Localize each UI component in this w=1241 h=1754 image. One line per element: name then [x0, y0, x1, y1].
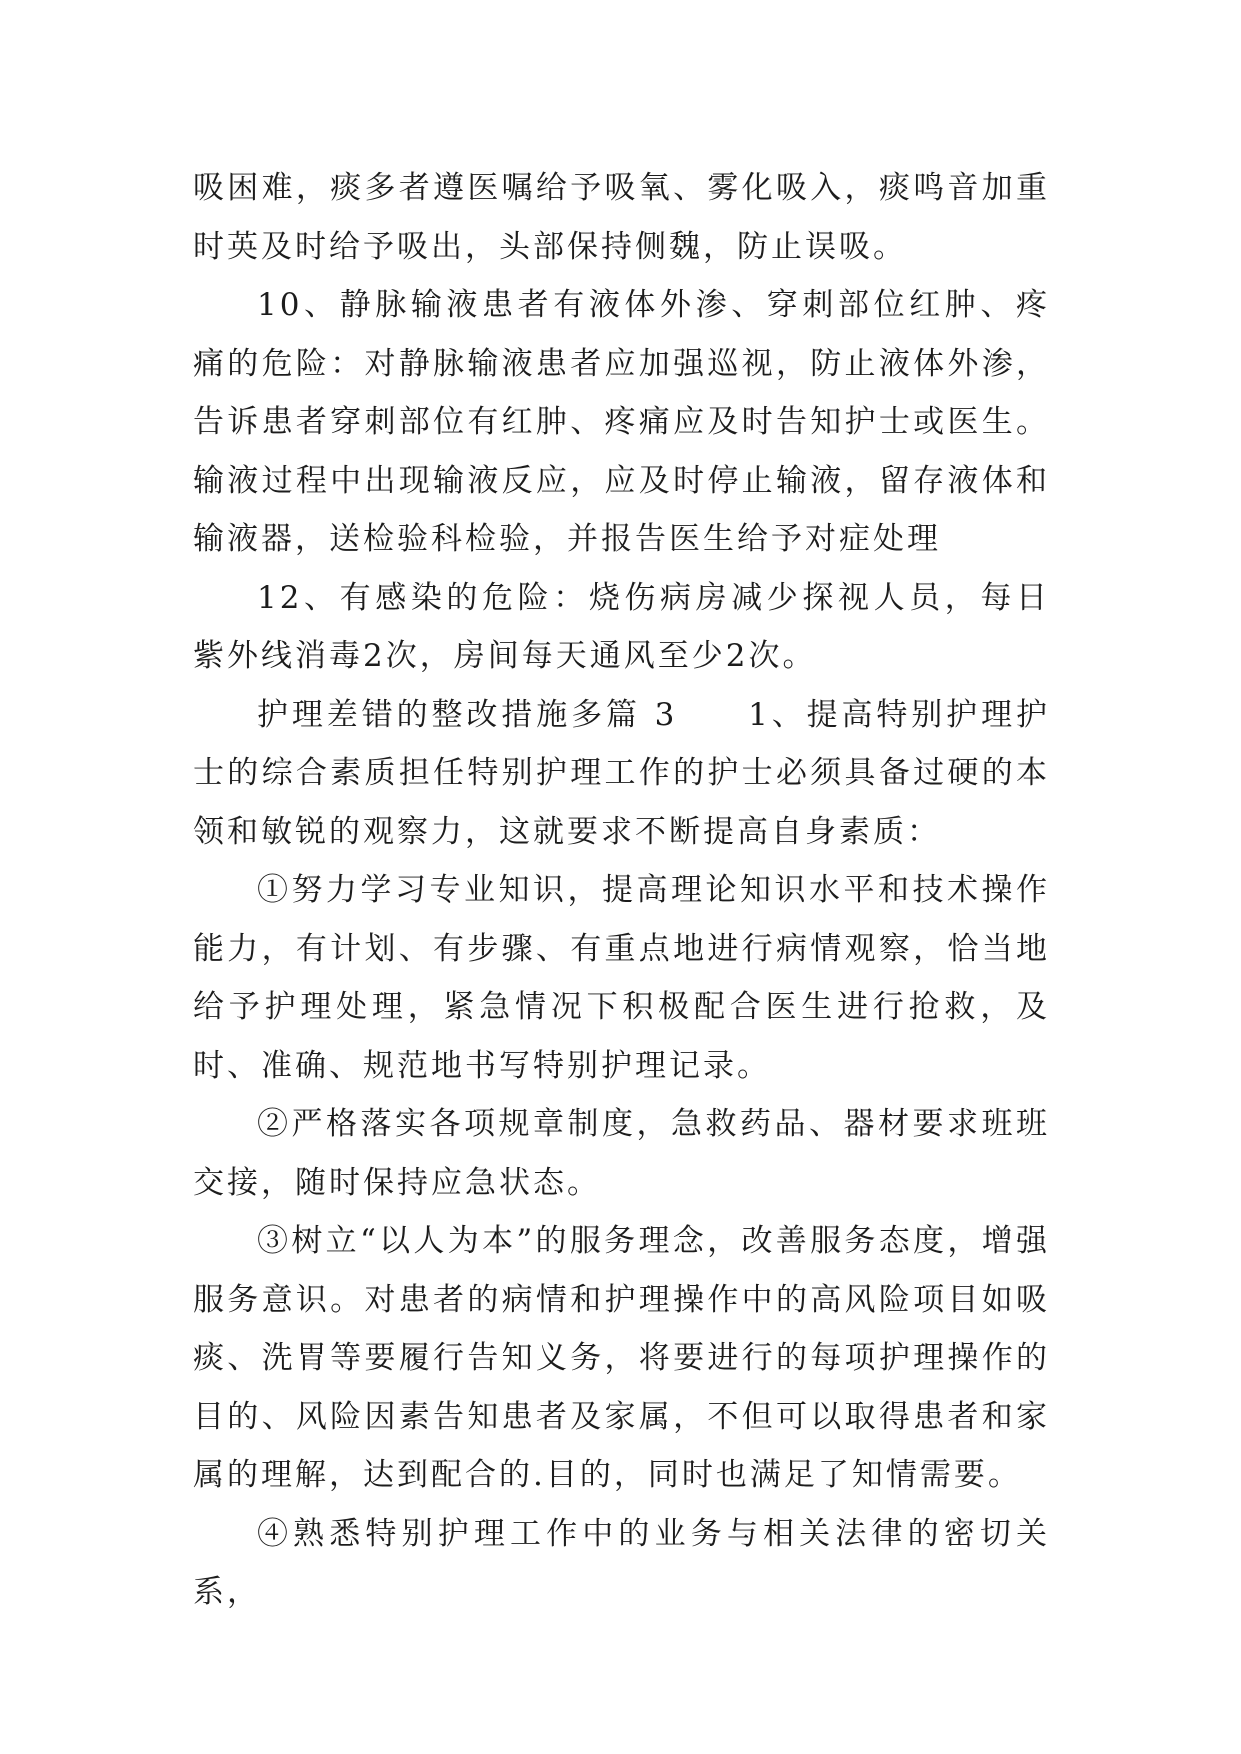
paragraph-point-3: ③树立“以人为本”的服务理念，改善服务态度，增强服务意识。对患者的病情和护理操作中的高风险项目如吸痰、洗胃等要履行告知义务，将要进行的每项护理操作的目的、风险因素告知患者及家属，不但可以取得患者和家属的理解，达到配合的.目的，同时也满足了知情需要。 — [193, 1223, 1050, 1493]
paragraph-point-1: ①努力学习专业知识，提高理论知识水平和技术操作能力，有计划、有步骤、有重点地进行病情观察，恰当地给予护理处理，紧急情况下积极配合医生进行抢救，及时、准确、规范地书写特别护理记录。 — [193, 872, 1050, 1084]
paragraph-continued: 吸困难，痰多者遵医嘱给予吸氧、雾化吸入，痰鸣音加重时英及时给予吸出，头部保持侧魏，防止误吸。 — [193, 170, 1050, 265]
paragraph-item-10: 10、静脉输液患者有液体外渗、穿刺部位红肿、疼痛的危险：对静脉输液患者应加强巡视，防止液体外渗，告诉患者穿刺部位有红肿、疼痛应及时告知护士或医生。输液过程中出现输液反应，应及时停止输液，留存液体和输液器，送检验科检验，并报告医生给予对症处理 — [193, 287, 1050, 557]
document-body — [193, 159, 1050, 1622]
paragraph-item-12: 12、有感染的危险：烧伤病房减少探视人员，每日紫外线消毒2次，房间每天通风至少2次。 — [193, 579, 1050, 674]
paragraph-point-4: ④熟悉特别护理工作中的业务与相关法律的密切关系， — [193, 1515, 1050, 1610]
paragraph-section-3: 护理差错的整改措施多篇 3 1、提高特别护理护士的综合素质担任特别护理工作的护士必须具备过硬的本领和敏锐的观察力，这就要求不断提高自身素质： — [193, 696, 1050, 850]
paragraph-point-2: ②严格落实各项规章制度，急救药品、器材要求班班交接，随时保持应急状态。 — [193, 1106, 1050, 1201]
